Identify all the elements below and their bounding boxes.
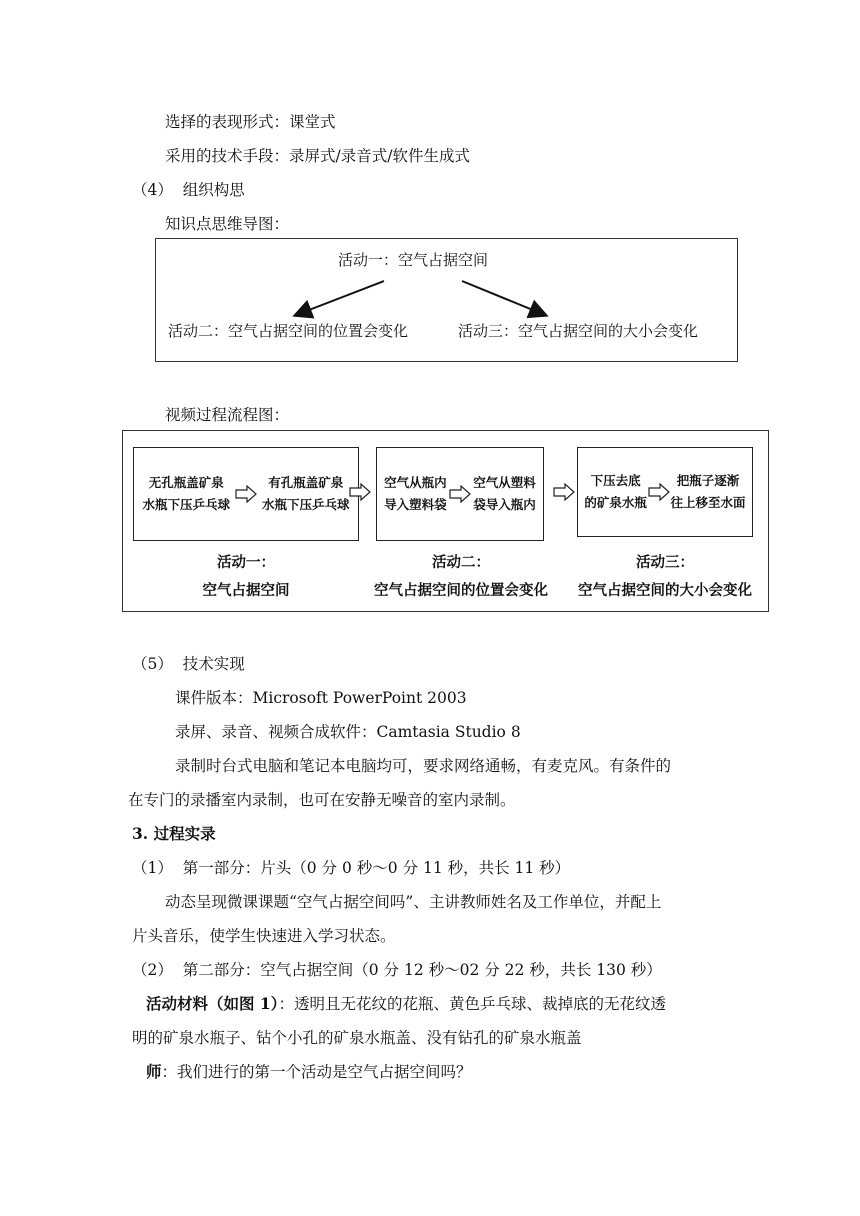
text-line xyxy=(146,993,666,1015)
flow-step: 下压去底 的矿泉水瓶 xyxy=(584,473,647,510)
flow-step-group-2 xyxy=(376,447,544,541)
section-number: （4） xyxy=(132,181,173,199)
text-line: 知识点思维导图： xyxy=(165,215,290,233)
mindmap-right: 活动三：空气占据空间的大小会变化 xyxy=(458,322,699,340)
text-line: 视频过程流程图： xyxy=(165,406,290,424)
flow-caption-1: 活动一： 空气占据空间 xyxy=(202,555,290,599)
bold-label: 活动材料（如图 1） xyxy=(146,994,279,1013)
text-line xyxy=(146,1061,472,1083)
text-line: 录制时台式电脑和笔记本电脑均可，要求网络通畅，有麦克风。有条件的 xyxy=(175,757,672,775)
section-number: （2） xyxy=(132,961,173,979)
speaker-label: 师 xyxy=(146,1062,162,1081)
mindmap-root: 活动一：空气占据空间 xyxy=(338,251,489,269)
hollow-arrow-icon xyxy=(449,485,471,503)
section-title: 第一部分：片头（0 分 0 秒～0 分 11 秒，共长 11 秒） xyxy=(182,859,571,877)
hollow-arrow-icon xyxy=(553,483,575,501)
arrow-left xyxy=(296,281,384,315)
mindmap-box xyxy=(155,238,738,362)
text-line: 动态呈现微课课题“空气占据空间吗”、主讲教师姓名及工作单位，并配上 xyxy=(165,893,662,911)
section-title: 第二部分：空气占据空间（0 分 12 秒～02 分 22 秒，共长 130 秒） xyxy=(182,961,662,979)
flow-caption-2: 活动二： 空气占据空间的位置会变化 xyxy=(374,555,548,599)
flow-step: 无孔瓶盖矿泉 水瓶下压乒乓球 xyxy=(142,475,230,512)
hollow-arrow-icon xyxy=(648,483,670,501)
text-line: 课件版本：Microsoft PowerPoint 2003 xyxy=(175,689,467,707)
text-line: 片头音乐，使学生快速进入学习状态。 xyxy=(132,927,396,945)
section-heading xyxy=(132,959,662,981)
flow-step: 空气从塑料 袋导入瓶内 xyxy=(473,475,536,512)
section-heading xyxy=(132,857,570,879)
flow-step: 空气从瓶内 导入塑料袋 xyxy=(384,475,447,512)
text-content: ：我们进行的第一个活动是空气占据空间吗？ xyxy=(161,1063,472,1081)
section-number: （5） xyxy=(132,655,173,673)
mindmap-left: 活动二：空气占据空间的位置会变化 xyxy=(168,322,409,340)
flow-step: 有孔瓶盖矿泉 水瓶下压乒乓球 xyxy=(261,475,350,512)
section-title: 技术实现 xyxy=(182,655,245,673)
flow-caption-3: 活动三： 空气占据空间的大小会变化 xyxy=(578,555,752,599)
text-line: 在专门的录播室内录制，也可在安静无噪音的室内录制。 xyxy=(128,791,516,809)
section-title: 组织构思 xyxy=(182,181,245,199)
mindmap-arrows xyxy=(156,239,739,363)
flow-step-group-3 xyxy=(577,447,753,537)
hollow-arrow-icon xyxy=(349,483,371,501)
text-line: 录屏、录音、视频合成软件：Camtasia Studio 8 xyxy=(175,723,521,741)
text-line: 明的矿泉水瓶子、钻个小孔的矿泉水瓶盖、没有钻孔的矿泉水瓶盖 xyxy=(132,1029,582,1047)
text-content: ：透明且无花纹的花瓶、黄色乒乓球、裁掉底的无花纹透 xyxy=(278,995,666,1013)
section-heading xyxy=(132,179,245,201)
text-line: 采用的技术手段：录屏式/录音式/软件生成式 xyxy=(165,147,470,165)
section-heading xyxy=(132,653,245,675)
section-number: （1） xyxy=(132,859,173,877)
text-line: 选择的表现形式：课堂式 xyxy=(165,113,336,131)
flow-step: 把瓶子逐渐 往上移至水面 xyxy=(670,473,746,510)
flow-step-group-1 xyxy=(133,447,359,541)
hollow-arrow-icon xyxy=(235,485,257,503)
arrow-right xyxy=(462,281,545,315)
section-title-3: 3. 过程实录 xyxy=(132,824,216,843)
flowchart-box xyxy=(122,430,769,612)
